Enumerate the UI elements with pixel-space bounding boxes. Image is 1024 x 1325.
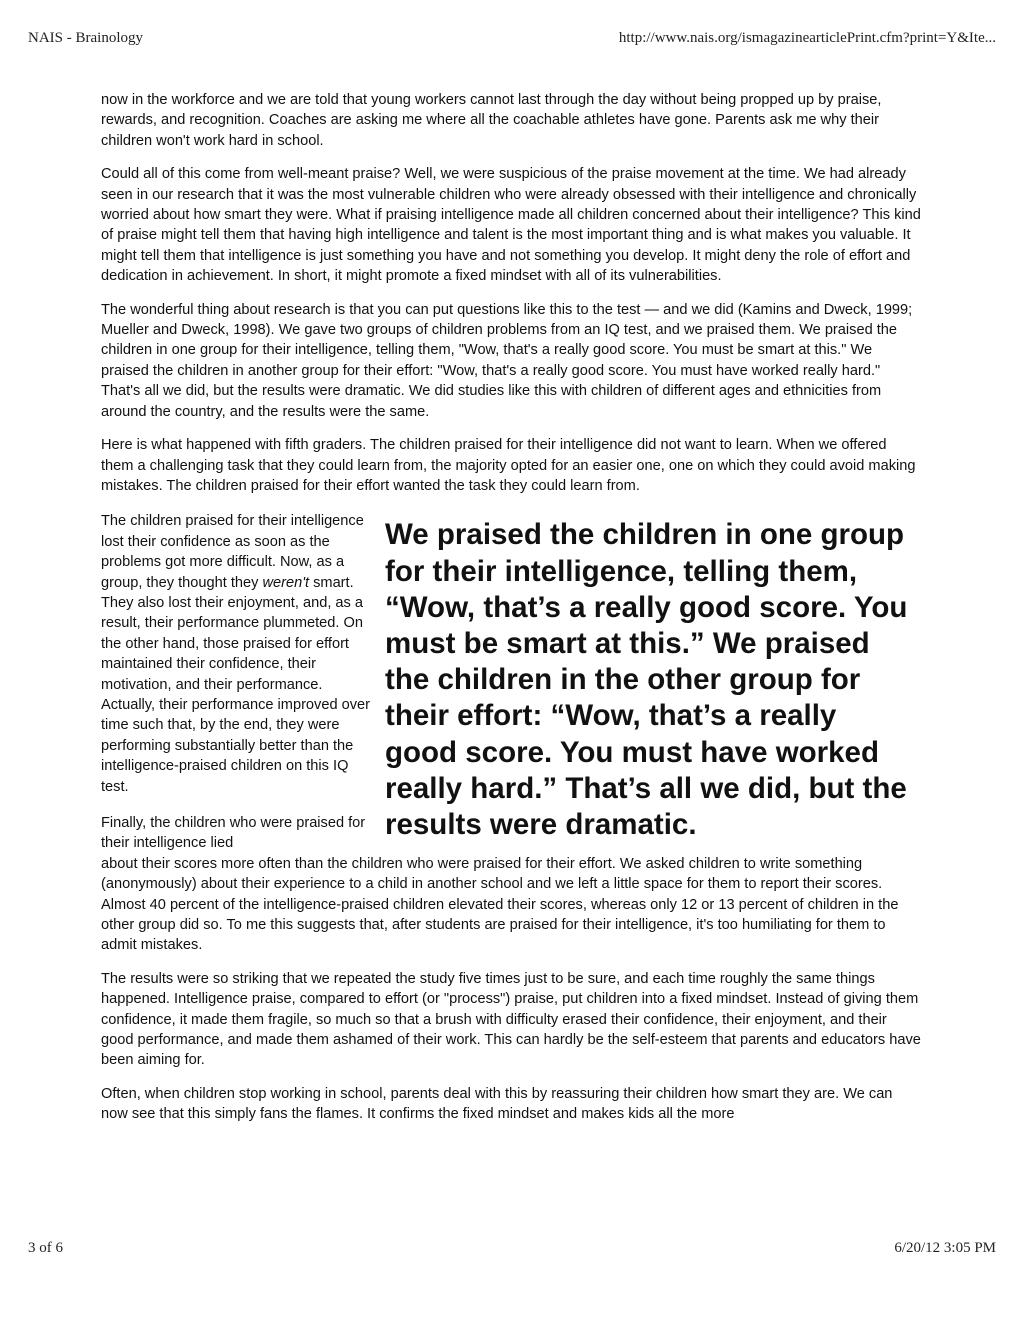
paragraph-4: Here is what happened with fifth graders. The children praised for their intelligence did not want to learn. When we offered them a challenging task that they could learn from, the majority opted for an easier one, one on which they could avoid making mistakes. The children praised for their effort wanted the task they could learn from.	[101, 437, 916, 494]
pullquote-section	[101, 511, 921, 854]
print-header	[28, 30, 996, 47]
paragraph-3: The wonderful thing about research is that you can put questions like this to the test — and we did (Kamins and Dweck, 1999; Mueller and Dweck, 1998). We gave two groups of children problems from an IQ test, and we praised them. We praised the children in one group for their intelligence, telling them, "Wow, that's a really good score. You must be smart at this." We praised the children in another group for their effort: "Wow, that's a really good score. You must have worked really hard." That's all we did, but the results were dramatic. We did studies like this with children of different ages and ethnicities from around the country, and the results were the same.	[101, 301, 913, 420]
narrow-column	[101, 511, 373, 854]
paragraph-5-start: The children praised for their intelligence lost their confidence as soon as the problems got more difficult. Now, as a group, they thought they	[101, 513, 364, 591]
paragraph-6-start: Finally, the children who were praised for their intelligence lied	[101, 815, 366, 852]
paragraph-8: Often, when children stop working in school, parents deal with this by reassuring their children how smart they are. We can now see that this simply fans the flames. It confirms the fixed mindset and makes kids all the more	[101, 1085, 893, 1123]
paragraph-6-rest: about their scores more often than the children who were praised for their effort. We asked children to write something (anonymously) about their experience to a child in another school and we left a little space for them to report their scores. Almost 40 percent of the intelligence-praised children elevated their scores, whereas only 12 or 13 percent of children in the other group did so. To me this suggests that, after students are praised for their intelligence, it's too humiliating for them to admit mistakes.	[101, 855, 899, 954]
page-title: NAIS - Brainology	[28, 30, 143, 46]
page-number: 3 of 6	[28, 1240, 63, 1256]
article-body	[101, 90, 921, 1138]
paragraph-5	[101, 511, 373, 797]
paragraph-5-end: smart. They also lost their enjoyment, and, as a result, their performance plummeted. On the other hand, those praised for effort maintained their confidence, their motivation, and their performance. Actually, their performance improved over time such that, by the end, they were performing substantially better than the intelligence-praised children on this IQ test.	[101, 574, 371, 795]
paragraph-7: The results were so striking that we repeated the study five times just to be sure, and each time roughly the same things happened. Intelligence praise, compared to effort (or "process") praise, put children into a fixed mindset. Instead of giving them confidence, it made them fragile, so much so that a brush with difficulty erased their confidence, their enjoyment, and their good performance, and made them ashamed of their work. This can hardly be the self-esteem that parents and educators have been aiming for.	[101, 970, 921, 1069]
page-url: http://www.nais.org/ismagazinearticlePrint.cfm?print=Y&Ite...	[618, 30, 996, 46]
print-datetime: 6/20/12 3:05 PM	[894, 1240, 996, 1256]
print-footer	[28, 1240, 996, 1257]
paragraph-2: Could all of this come from well-meant praise? Well, we were suspicious of the praise movement at the time. We had already seen in our research that it was the most vulnerable children who were already obsessed with their intelligence and chronically worried about how smart they were. What if praising intelligence made all children concerned about their intelligence? This kind of praise might tell them that having high intelligence and talent is the most important thing and is what makes you valuable. It might tell them that intelligence is just something you have and not something you develop. It might deny the role of effort and dedication in achievement. In short, it might promote a fixed mindset with all of its vulnerabilities.	[101, 166, 921, 285]
paragraph-1: now in the workforce and we are told that young workers cannot last through the day without being propped up by praise, rewards, and recognition. Coaches are asking me where all the coachable athletes have gone. Parents ask me why their children won't work hard in school.	[101, 92, 882, 149]
pull-quote: We praised the children in one group for their intelligence, telling them, “Wow, that’s a really good score. You must be smart at this.” We praised the children in the other group for their effort: “Wow, that’s a really good score. You must have worked really hard.” That’s all we did, but the results were dramatic.	[385, 518, 908, 841]
emphasis-werent: weren't	[262, 574, 310, 591]
